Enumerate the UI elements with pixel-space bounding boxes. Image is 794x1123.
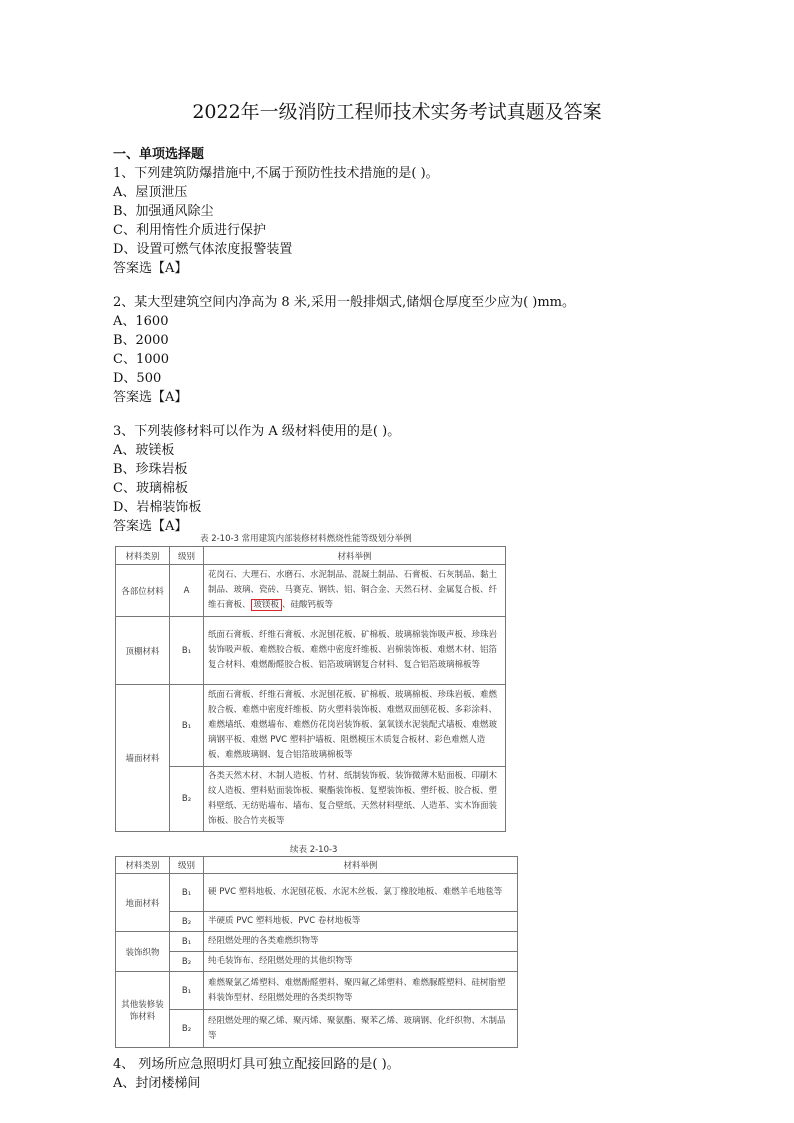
q3-stem: 3、下列装修材料可以作为 A 级材料使用的是( )。	[113, 424, 401, 439]
table1-row-wall-category: 墙面材料	[116, 685, 170, 832]
table2-row-fabric-b1	[116, 932, 518, 952]
table2-row-other-b2	[116, 1010, 518, 1048]
q2-option-c: C、1000	[113, 352, 170, 367]
table1-row-ceiling-grade: B₁	[170, 617, 204, 685]
table1-row-wall-b1-grade: B₁	[170, 685, 204, 767]
section-heading: 一、单项选择题	[113, 147, 205, 162]
table1-row-wall-b2-examples: 各类天然木材、木制人造板、竹材、纸制装饰板、装饰微薄木贴面板、印刷木纹人造板、塑料贴面装饰板、聚酯装饰板、复塑装饰板、塑纤板、胶合板、塑料壁纸、无纺贴墙布、墙布、复合壁纸、天然材料壁纸、人造革、实木饰面装饰板、胶合竹夹板等	[204, 767, 506, 832]
table2-row-other-b1-grade: B₁	[170, 972, 204, 1010]
q3-option-d: D、岩棉装饰板	[113, 500, 202, 515]
table1-row-ceiling-examples: 纸面石膏板、纤维石膏板、水泥刨花板、矿棉板、玻璃棉装饰吸声板、珍珠岩装饰吸声板、难燃胶合板、难燃中密度纤维板、岩棉装饰板、难燃木材、铝箔复合材料、难燃酚醛胶合板、铝箔玻璃钢复合材料、复合铝箔玻璃棉板等	[204, 617, 506, 685]
table1-header-category: 材料类别	[116, 547, 170, 565]
table1	[115, 546, 506, 832]
table2-row-fabric-b2	[116, 952, 518, 972]
table2-row-fabric-b2-examples: 纯毛装饰布、经阻燃处理的其他织物等	[204, 952, 518, 972]
q3-answer: 答案选【A】	[113, 519, 188, 534]
q1-option-c: C、利用惰性介质进行保护	[113, 223, 266, 238]
q4-option-a: A、封闭楼梯间	[113, 1076, 201, 1091]
table2	[115, 856, 518, 1048]
table1-row-wall-b1	[116, 685, 506, 767]
q2-option-a: A、1600	[113, 314, 169, 329]
table1-row-ceiling-category: 顶棚材料	[116, 617, 170, 685]
table2-header-category: 材料类别	[116, 857, 170, 874]
q1-option-a: A、屋顶泄压	[113, 185, 188, 200]
table1-row-a	[116, 565, 506, 617]
table2-row-other-b1-examples: 难燃聚氯乙烯塑料、难燃酚醛塑料、聚四氟乙烯塑料、难燃脲醛塑料、硅树脂塑料装饰型材、经阻燃处理的各类织物等	[204, 972, 518, 1010]
table1-row-a-examples: 花岗石、大理石、水磨石、水泥制品、混凝土制品、石膏板、石灰制品、黏土制品、玻璃、瓷砖、马赛克、钢铁、铝、铜合金、天然石材、金属复合板、纤维石膏板、 玻镁板 、硅酸钙板等	[204, 565, 506, 617]
table2-header-examples: 材料举例	[204, 857, 518, 874]
q2-option-d: D、500	[113, 371, 162, 386]
table2-row-floor-b2-examples: 半硬质 PVC 塑料地板、PVC 卷材地板等	[204, 912, 518, 932]
q3-option-c: C、玻璃棉板	[113, 481, 188, 496]
highlight-box: 玻镁板	[251, 599, 283, 611]
table2-row-floor-b1-grade: B₁	[170, 874, 204, 912]
table1-header-examples: 材料举例	[204, 547, 506, 565]
table1-row-ceiling	[116, 617, 506, 685]
table2-row-floor-category: 地面材料	[116, 874, 170, 932]
q4-stem: 4、 列场所应急照明灯具可独立配接回路的是( )。	[113, 1057, 400, 1072]
table2-row-fabric-b2-grade: B₂	[170, 952, 204, 972]
table2-row-floor-b1	[116, 874, 518, 912]
table2-row-other-b2-grade: B₂	[170, 1010, 204, 1048]
q2-answer: 答案选【A】	[113, 390, 188, 405]
table1-row-wall-b1-examples: 纸面石膏板、纤维石膏板、水泥刨花板、矿棉板、玻璃棉板、珍珠岩板、难燃胶合板、难燃中密度纤维板、防火塑料装饰板、难燃双面刨花板、多彩涂料、难燃墙纸、难燃墙布、难燃仿花岗岩装饰板、氯氧镁水泥装配式墙板、难燃玻璃钢平板、难燃 PVC 塑料护墙板、阻燃模压木质复合板材、彩色难燃人造板、难燃玻璃钢、复合铝箔玻璃棉板等	[204, 685, 506, 767]
table2-row-other-b1	[116, 972, 518, 1010]
table2-row-fabric-b1-grade: B₁	[170, 932, 204, 952]
q1-option-b: B、加强通风除尘	[113, 204, 214, 219]
table1-row-a-category: 各部位材料	[116, 565, 170, 617]
table1-row-wall-b2	[116, 767, 506, 832]
q1-option-d: D、设置可燃气体浓度报警装置	[113, 242, 293, 257]
q1-stem: 1、下列建筑防爆措施中,不属于预防性技术措施的是( )。	[113, 166, 439, 181]
document-title: 2022年一级消防工程师技术实务考试真题及答案	[192, 101, 602, 123]
table2-row-fabric-category: 装饰织物	[116, 932, 170, 972]
q3-option-a: A、玻镁板	[113, 443, 175, 458]
table1-header-grade: 级别	[170, 547, 204, 565]
table2-row-fabric-b1-examples: 经阻燃处理的各类难燃织物等	[204, 932, 518, 952]
table1-caption: 表 2-10-3 常用建筑内部装修材料燃烧性能等级划分举例	[200, 534, 412, 544]
table2-caption: 续表 2-10-3	[290, 845, 338, 855]
table2-row-floor-b2	[116, 912, 518, 932]
q2-option-b: B、2000	[113, 333, 169, 348]
q2-stem: 2、某大型建筑空间内净高为 8 米,采用一般排烟式,储烟仓厚度至少应为( )mm。	[113, 295, 576, 310]
q3-option-b: B、珍珠岩板	[113, 462, 188, 477]
table2-header-grade: 级别	[170, 857, 204, 874]
table1-row-a-grade: A	[170, 565, 204, 617]
table1-row-wall-b2-grade: B₂	[170, 767, 204, 832]
table2-row-floor-b2-grade: B₂	[170, 912, 204, 932]
q1-answer: 答案选【A】	[113, 261, 188, 276]
table2-row-floor-b1-examples: 硬 PVC 塑料地板、水泥刨花板、水泥木丝板、氯丁橡胶地板、难燃羊毛地毯等	[204, 874, 518, 912]
table2-row-other-category: 其他装修装饰材料	[116, 972, 170, 1048]
table2-row-other-b2-examples: 经阻燃处理的聚乙烯、聚丙烯、聚氨酯、聚苯乙烯、玻璃钢、化纤织物、木制品等	[204, 1010, 518, 1048]
